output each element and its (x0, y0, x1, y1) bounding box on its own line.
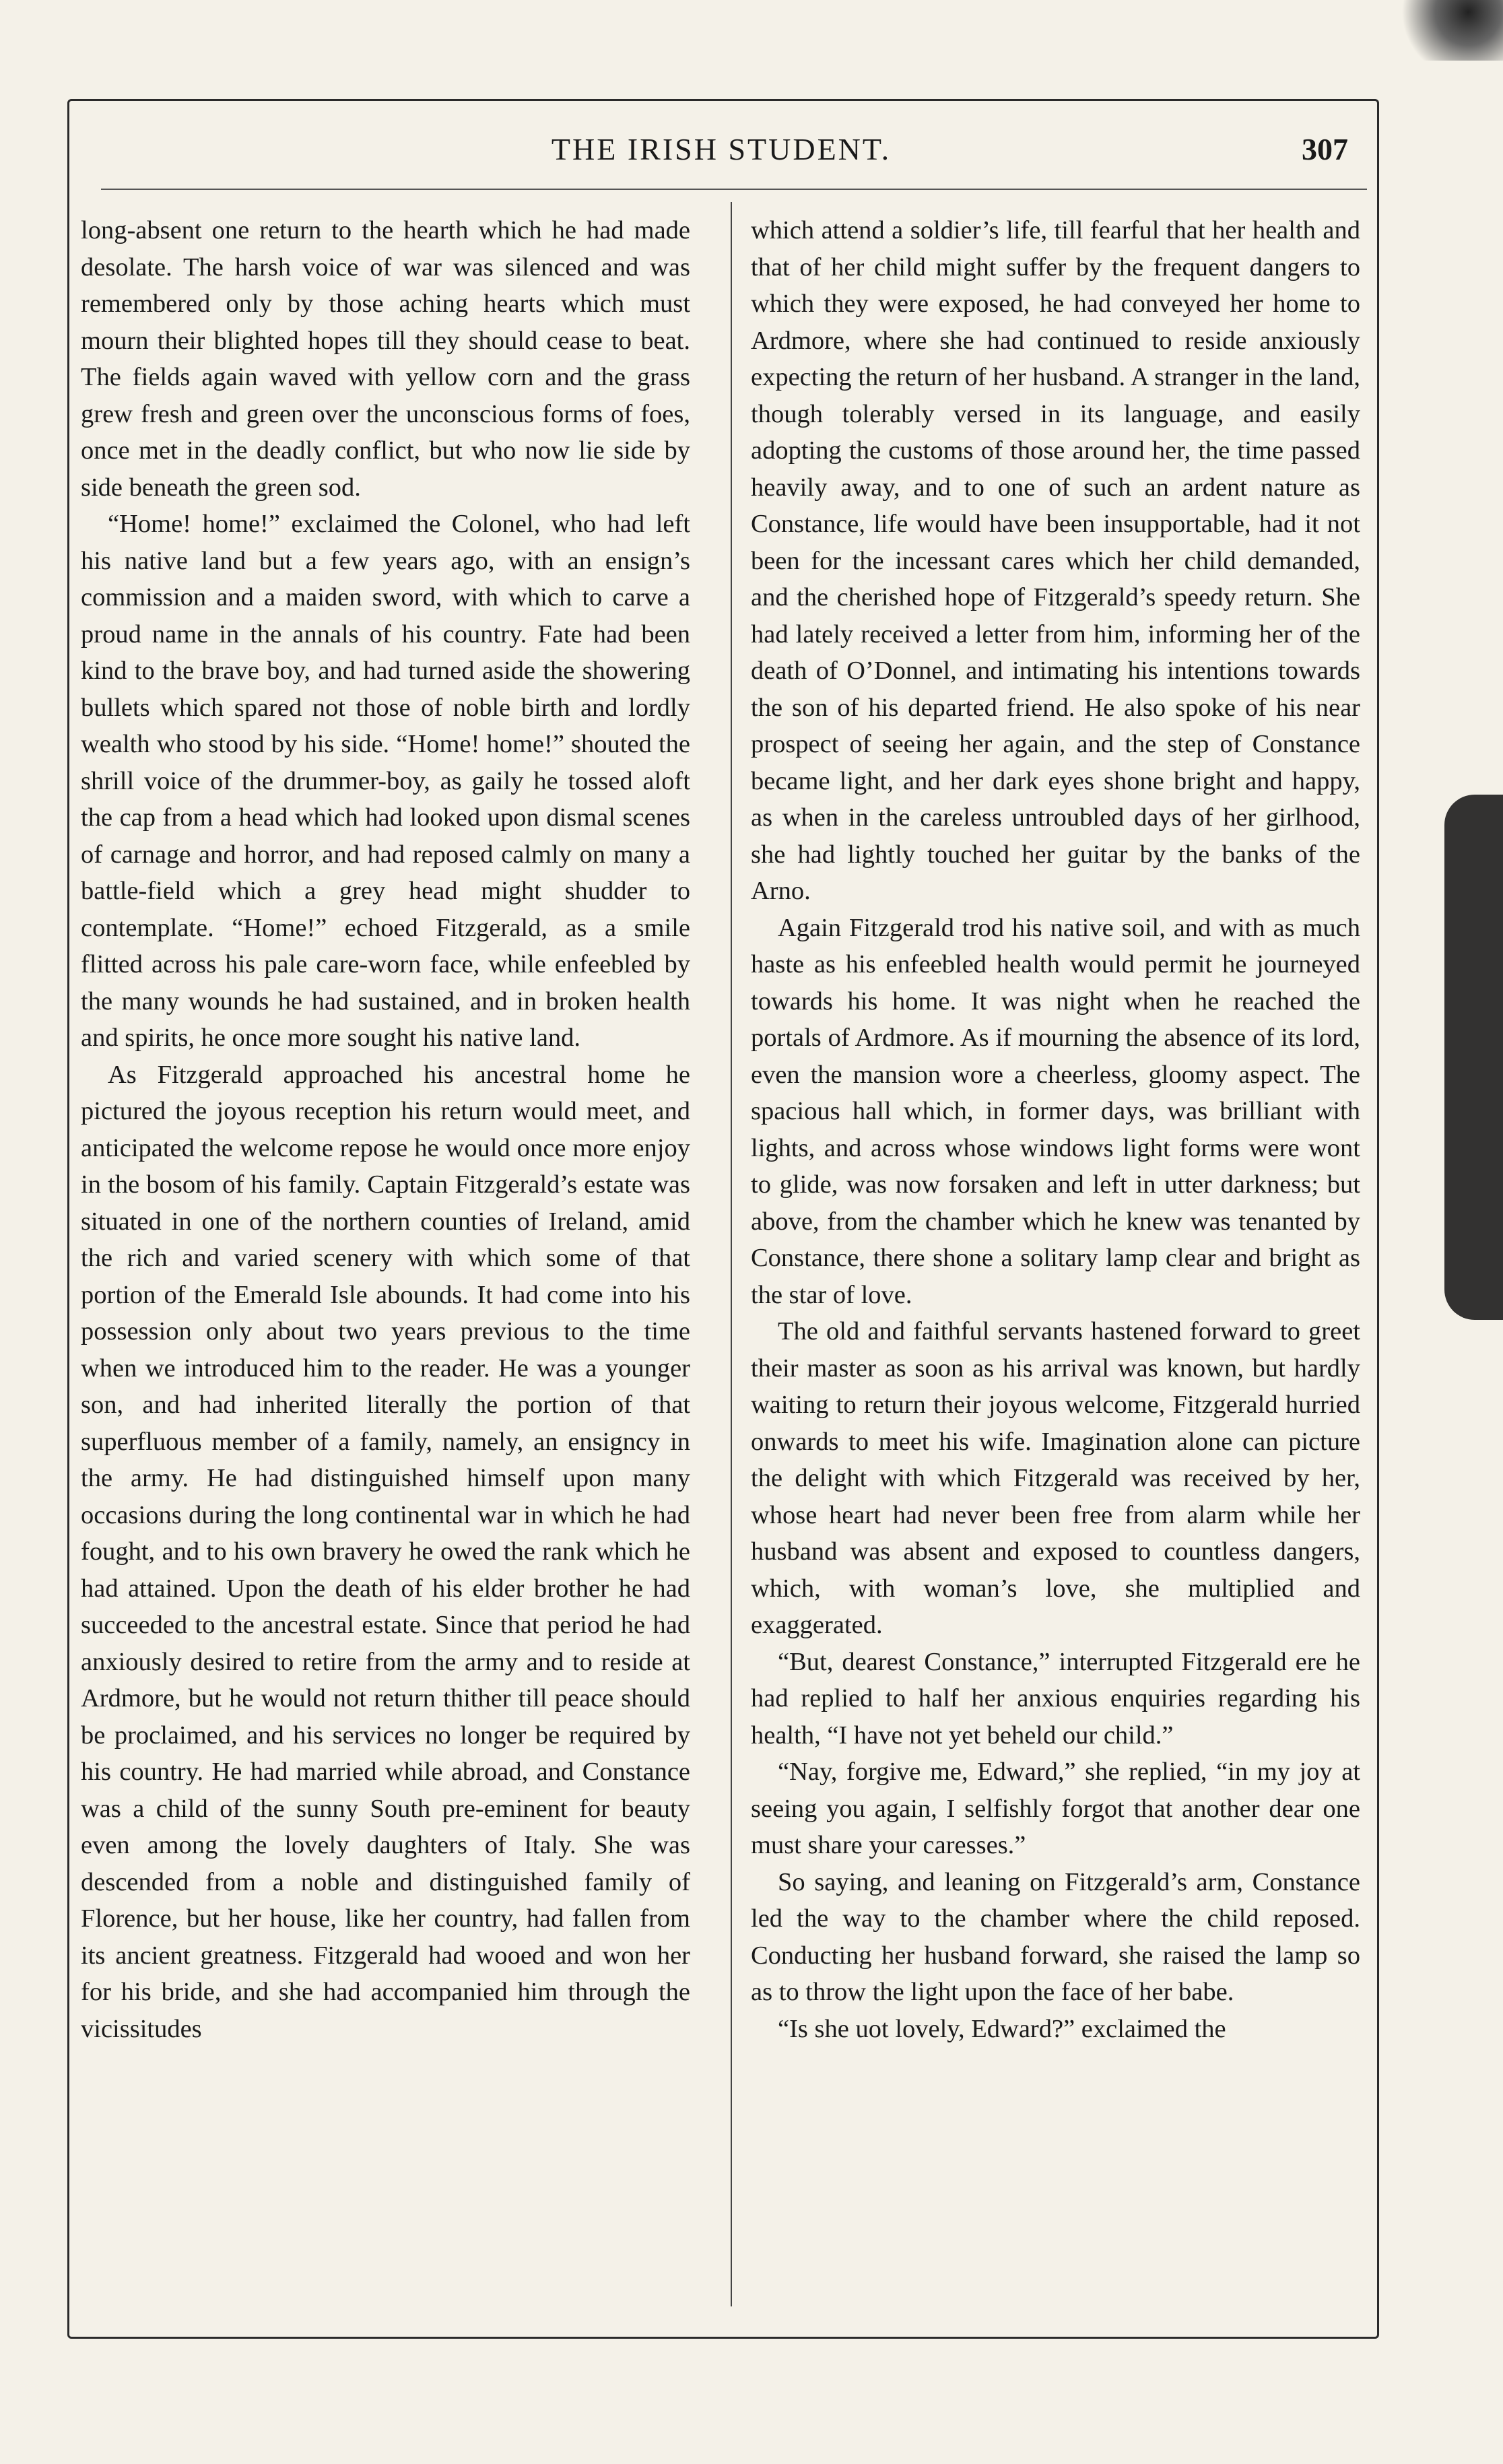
running-head (67, 131, 1375, 178)
head-rule (101, 189, 1367, 190)
running-title: THE IRISH STUDENT. (551, 132, 892, 166)
left-column (81, 212, 690, 2313)
page-number: 307 (1302, 132, 1348, 166)
right-paragraph: “But, dearest Constance,” interrupted Fitzgerald ere he had replied to half her anxious enquiries regarding his health, “I have not yet beheld our child.” (751, 1647, 1360, 1750)
left-paragraph: long-absent one return to the hearth which he had made desolate. The harsh voice of war was silenced and was remembered only by those aching hearts which must mourn their blighted hopes till they should cease to beat. The fields again waved with yellow corn and the grass grew fresh and green over the unconscious forms of foes, once met in the deadly conflict, but who now lie side by side beneath the green sod. (81, 216, 690, 502)
right-paragraph: “Is she uot lovely, Edward?” exclaimed the (778, 2014, 1226, 2043)
right-paragraph: Again Fitzgerald trod his native soil, and with as much haste as his enfeebled health would permit he journeyed towards his home. It was night when he reached the portals of Ardmore. As if mourning the absence of its lord, even the mansion wore a cheerless, gloomy aspect. The spacious hall which, in former days, was brilliant with lights, and across whose windows light forms were wont to glide, was now forsaken and left in utter darkness; but above, from the chamber which he knew was tenanted by Constance, there shone a solitary lamp clear and bright as the star of love. (751, 913, 1360, 1309)
right-paragraph: So saying, and leaning on Fitzgerald’s arm, Constance led the way to the chamber where the child reposed. Conducting her husband forward, she raised the lamp so as to throw the light upon the face of her babe. (751, 1867, 1360, 2006)
right-paragraph: The old and faithful servants hastened forward to greet their master as soon as his arrival was known, but hardly waiting to return their joyous welcome, Fitzgerald hurried onwards to meet his wife. Imagination alone can picture the delight with which Fitzgerald was received by her, whose heart had never been free from alarm while her husband was absent and exposed to countless dangers, which, with woman’s love, she multiplied and exaggerated. (751, 1317, 1360, 1639)
right-paragraph: “Nay, forgive me, Edward,” she replied, “in my joy at seeing you again, I selfishly forgot that another dear one must share your caresses.” (751, 1758, 1360, 1859)
left-paragraph: As Fitzgerald approached his ancestral home he pictured the joyous reception his return would meet, and anticipated the welcome repose he would once more enjoy in the bosom of his family. Captain Fitzgerald’s estate was situated in one of the northern counties of Ireland, amid the rich and varied scenery with which some of that portion of the Emerald Isle abounds. It had come into his possession only about two years previous to the time when we introduced him to the reader. He was a younger son, and had inherited literally the portion of that superfluous member of a family, namely, an ensigncy in the army. He had distinguished himself upon many occasions during the long continental war in which he had fought, and to his own bravery he owed the rank which he had attained. Upon the death of his elder brother he had succeeded to the ancestral estate. Since that period he had anxiously desired to retire from the army and to reside at Ardmore, but he would not return thither till peace should be proclaimed, and his services no longer be required by his country. He had married while abroad, and Constance was a child of the sunny South pre-eminent for beauty even among the lovely daughters of Italy. She was descended from a noble and distinguished family of Florence, but her house, like her country, had fallen from its ancient greatness. Fitzgerald had wooed and won her for his bride, and she had accompanied him through the vicissitudes (81, 1060, 690, 2043)
ink-blot (1444, 795, 1503, 1320)
left-paragraph: “Home! home!” exclaimed the Colonel, who had left his native land but a few years ago, with an ensign’s commission and a maiden sword, with which to carve a proud name in the annals of his country. Fate had been kind to the brave boy, and had turned aside the showering bullets which spared not those of noble birth and lordly wealth who stood by his side. “Home! home!” shouted the shrill voice of the drummer-boy, as gaily he tossed aloft the cap from a head which had looked upon dismal scenes of carnage and horror, and had reposed calmly on many a battle-field which a grey head might shudder to contemplate. “Home!” echoed Fitzgerald, as a smile flitted across his pale care-worn face, while enfeebled by the many wounds he had sustained, and in broken health and spirits, he once more sought his native land. (81, 510, 690, 1052)
right-paragraph: which attend a soldier’s life, till fearful that her health and that of her child might suffer by the frequent dangers to which they were exposed, he had conveyed her home to Ardmore, where she had continued to reside anxiously expecting the return of her husband. A stranger in the land, though tolerably versed in its language, and easily adopting the customs of those around her, the time passed heavily away, and to one of such an ardent nature as Constance, life would have been insupportable, had it not been for the incessant cares which her child demanded, and the cherished hope of Fitzgerald’s speedy return. She had lately received a letter from him, informing her of the death of O’Donnel, and intimating his intentions towards the son of his departed friend. He also spoke of his near prospect of seeing her again, and the step of Constance became light, and her dark eyes shone bright and happy, as when in the careless untroubled days of her girlhood, she had lightly touched her guitar by the banks of the Arno. (751, 216, 1360, 905)
right-column (751, 212, 1360, 2313)
corner-stain (1387, 0, 1503, 61)
column-rule (731, 202, 732, 2306)
